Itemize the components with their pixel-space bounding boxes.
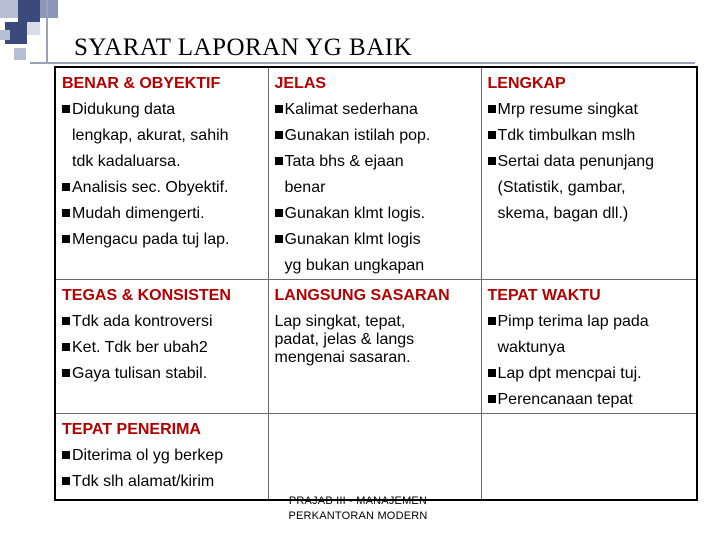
square-bullet-icon [62, 105, 70, 113]
list-item [62, 97, 263, 123]
cell-empty-middle [268, 414, 481, 500]
list-item [488, 201, 692, 227]
list-item-text: Didukung data [72, 101, 176, 118]
list-item-text: Sertai data penunjang [497, 153, 655, 170]
list-item [275, 97, 476, 123]
list-item [62, 309, 263, 335]
list-item [275, 201, 476, 227]
footer-line: PRAJAB III - MANAJEMEN [288, 495, 428, 507]
square-bullet-icon [275, 209, 283, 217]
footer-caption [283, 494, 433, 524]
cell-heading: TEGAS & KONSISTEN [62, 287, 231, 304]
list-item [62, 469, 263, 495]
square-bullet-icon [62, 317, 70, 325]
list-item-text: Tdk slh alamat/kirim [72, 473, 215, 490]
cell-heading: LANGSUNG SASARAN [274, 287, 450, 304]
list-item-text: Gunakan klmt logis [284, 231, 421, 248]
cell-empty-right [481, 414, 697, 500]
cell-jelas [268, 67, 481, 280]
square-bullet-icon [275, 131, 283, 139]
square-bullet-icon [62, 183, 70, 191]
list-item-text: Gaya tulisan stabil. [72, 365, 208, 382]
list-item [488, 309, 692, 335]
cell-tepat-penerima [55, 414, 268, 500]
list-item-text: Tdk timbulkan mslh [497, 127, 636, 144]
square-bullet-icon [275, 235, 283, 243]
cell-heading: JELAS [274, 75, 327, 92]
square-bullet-icon [488, 317, 496, 325]
bullet-list [488, 97, 692, 227]
bullet-list [62, 309, 263, 387]
square-bullet-icon [488, 105, 496, 113]
list-item-text: yg bukan ungkapan [284, 257, 425, 274]
list-item-text: Analisis sec. Obyektif. [72, 179, 229, 196]
paragraph-line: mengenai sasaran. [274, 349, 411, 366]
cell-tegas-konsisten [55, 280, 268, 414]
list-item [275, 253, 476, 279]
list-item-text: Perencanaan tepat [497, 391, 633, 408]
list-item-text: Ket. Tdk ber ubah2 [72, 339, 208, 356]
footer-line: PERKANTORAN MODERN [288, 510, 428, 522]
list-item-text: Pimp terima lap pada [497, 313, 649, 330]
list-item [488, 175, 692, 201]
square-bullet-icon [275, 105, 283, 113]
bullet-list [275, 97, 476, 279]
list-item-text: lengkap, akurat, sahih [72, 127, 229, 144]
list-item-text: Mengacu pada tuj lap. [72, 231, 230, 248]
list-item [488, 97, 692, 123]
cell-heading: BENAR & OBYEKTIF [62, 75, 221, 92]
list-item [62, 361, 263, 387]
cell-benar-obyektif [55, 67, 268, 280]
list-item [62, 175, 263, 201]
list-item [488, 387, 692, 413]
requirements-table [54, 66, 698, 501]
list-item [488, 123, 692, 149]
list-item [275, 227, 476, 253]
list-item [275, 149, 476, 175]
square-bullet-icon [62, 343, 70, 351]
list-item [488, 361, 692, 387]
decor-vertical-line [46, 0, 48, 62]
cell-paragraph [275, 309, 476, 367]
decor-horizontal-line [30, 62, 695, 64]
list-item [275, 175, 476, 201]
square-bullet-icon [62, 477, 70, 485]
list-item [62, 123, 263, 149]
cell-heading: TEPAT WAKTU [487, 287, 601, 304]
list-item-text: Gunakan klmt logis. [284, 205, 426, 222]
square-bullet-icon [488, 395, 496, 403]
list-item-text: Mudah dimengerti. [72, 205, 205, 222]
paragraph-line: Lap singkat, tepat, [274, 313, 406, 330]
square-bullet-icon [275, 157, 283, 165]
list-item-text: Tata bhs & ejaan [284, 153, 404, 170]
bullet-list [62, 443, 263, 495]
list-item [488, 149, 692, 175]
bullet-list [62, 97, 263, 253]
square-bullet-icon [62, 451, 70, 459]
bullet-list [488, 309, 692, 413]
list-item [488, 335, 692, 361]
cell-heading: LENGKAP [487, 75, 566, 92]
paragraph-line: padat, jelas & langs [274, 331, 415, 348]
square-bullet-icon [62, 235, 70, 243]
square-bullet-icon [62, 209, 70, 217]
list-item-text: tdk kadaluarsa. [72, 153, 181, 170]
list-item [62, 335, 263, 361]
list-item-text: waktunya [497, 339, 566, 356]
list-item-text: Diterima ol yg berkep [72, 447, 224, 464]
list-item-text: benar [284, 179, 326, 196]
cell-langsung-sasaran [268, 280, 481, 414]
square-bullet-icon [488, 369, 496, 377]
cell-lengkap [481, 67, 697, 280]
list-item-text: Gunakan istilah pop. [284, 127, 431, 144]
list-item-text: Kalimat sederhana [284, 101, 418, 118]
square-bullet-icon [488, 131, 496, 139]
square-bullet-icon [488, 157, 496, 165]
list-item [275, 123, 476, 149]
square-bullet-icon [62, 369, 70, 377]
list-item [62, 201, 263, 227]
list-item [62, 227, 263, 253]
list-item-text: (Statistik, gambar, [497, 179, 626, 196]
cell-heading: TEPAT PENERIMA [62, 421, 201, 438]
list-item-text: Tdk ada kontroversi [72, 313, 213, 330]
list-item-text: Lap dpt mencpai tuj. [497, 365, 642, 382]
list-item-text: Mrp resume singkat [497, 101, 638, 118]
cell-tepat-waktu [481, 280, 697, 414]
list-item [62, 443, 263, 469]
page-title: SYARAT LAPORAN YG BAIK [74, 34, 413, 61]
list-item-text: skema, bagan dll.) [497, 205, 629, 222]
list-item [62, 149, 263, 175]
